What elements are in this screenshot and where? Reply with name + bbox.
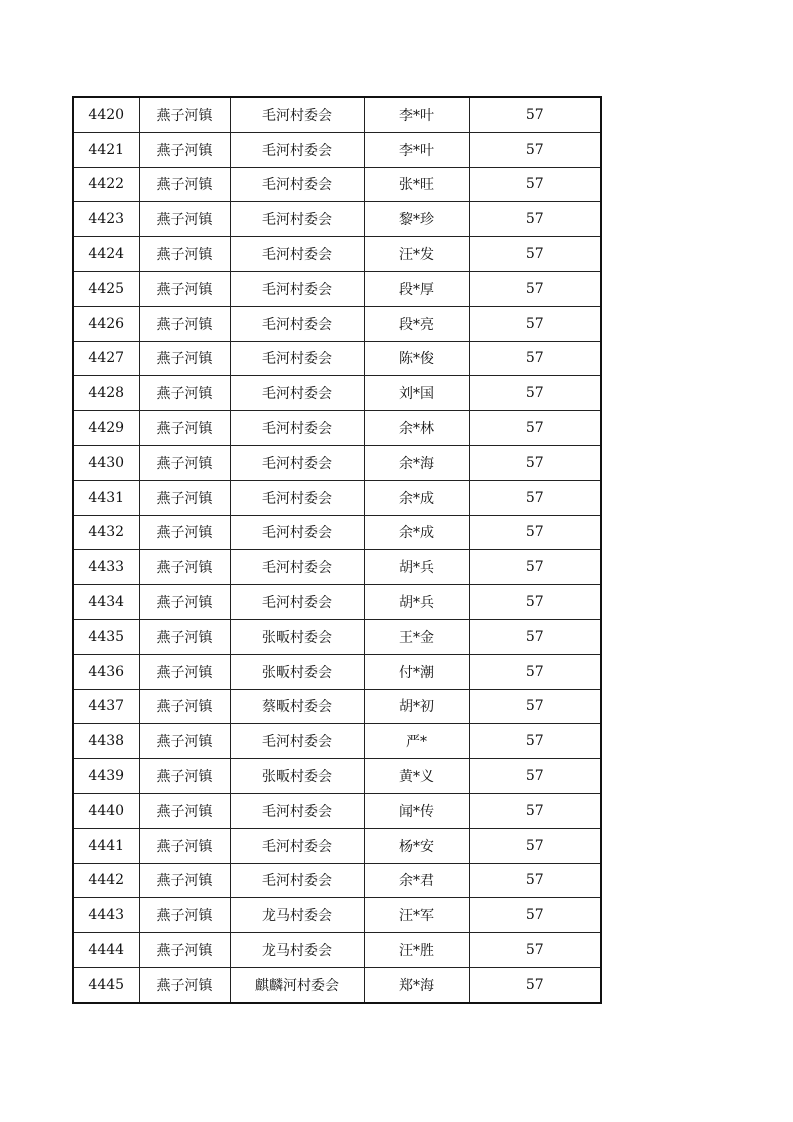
table-row — [73, 132, 601, 167]
name-cell: 郑*海 — [364, 967, 469, 1002]
town-cell: 燕子河镇 — [139, 689, 230, 724]
row-number-cell: 4434 — [73, 585, 139, 620]
town-cell: 燕子河镇 — [139, 863, 230, 898]
row-number-cell: 4420 — [73, 97, 139, 132]
table-row — [73, 724, 601, 759]
amount-cell: 57 — [469, 619, 601, 654]
village-committee-cell: 毛河村委会 — [230, 237, 364, 272]
table-body — [73, 97, 601, 1003]
amount-cell: 57 — [469, 376, 601, 411]
village-committee-cell: 毛河村委会 — [230, 376, 364, 411]
name-cell: 黄*义 — [364, 759, 469, 794]
table-row — [73, 898, 601, 933]
table-row — [73, 759, 601, 794]
row-number-cell: 4442 — [73, 863, 139, 898]
table-row — [73, 863, 601, 898]
table-row — [73, 237, 601, 272]
town-cell: 燕子河镇 — [139, 759, 230, 794]
row-number-cell: 4433 — [73, 550, 139, 585]
row-number-cell: 4435 — [73, 619, 139, 654]
row-number-cell: 4430 — [73, 445, 139, 480]
town-cell: 燕子河镇 — [139, 97, 230, 132]
name-cell: 汪*发 — [364, 237, 469, 272]
town-cell: 燕子河镇 — [139, 724, 230, 759]
amount-cell: 57 — [469, 828, 601, 863]
table-row — [73, 341, 601, 376]
row-number-cell: 4444 — [73, 933, 139, 968]
amount-cell: 57 — [469, 689, 601, 724]
amount-cell: 57 — [469, 132, 601, 167]
name-cell: 余*成 — [364, 515, 469, 550]
amount-cell: 57 — [469, 967, 601, 1002]
name-cell: 杨*安 — [364, 828, 469, 863]
row-number-cell: 4424 — [73, 237, 139, 272]
name-cell: 胡*初 — [364, 689, 469, 724]
table-row — [73, 550, 601, 585]
town-cell: 燕子河镇 — [139, 271, 230, 306]
village-committee-cell: 龙马村委会 — [230, 933, 364, 968]
row-number-cell: 4423 — [73, 202, 139, 237]
row-number-cell: 4439 — [73, 759, 139, 794]
row-number-cell: 4436 — [73, 654, 139, 689]
town-cell: 燕子河镇 — [139, 445, 230, 480]
name-cell: 陈*俊 — [364, 341, 469, 376]
amount-cell: 57 — [469, 411, 601, 446]
name-cell: 余*林 — [364, 411, 469, 446]
amount-cell: 57 — [469, 933, 601, 968]
village-committee-cell: 毛河村委会 — [230, 132, 364, 167]
amount-cell: 57 — [469, 445, 601, 480]
name-cell: 闻*传 — [364, 793, 469, 828]
village-committee-cell: 毛河村委会 — [230, 585, 364, 620]
amount-cell: 57 — [469, 759, 601, 794]
village-committee-cell: 毛河村委会 — [230, 167, 364, 202]
name-cell: 严* — [364, 724, 469, 759]
village-committee-cell: 毛河村委会 — [230, 828, 364, 863]
town-cell: 燕子河镇 — [139, 898, 230, 933]
row-number-cell: 4426 — [73, 306, 139, 341]
village-committee-cell: 毛河村委会 — [230, 202, 364, 237]
name-cell: 段*厚 — [364, 271, 469, 306]
row-number-cell: 4422 — [73, 167, 139, 202]
table-row — [73, 793, 601, 828]
name-cell: 张*旺 — [364, 167, 469, 202]
town-cell: 燕子河镇 — [139, 515, 230, 550]
town-cell: 燕子河镇 — [139, 933, 230, 968]
row-number-cell: 4443 — [73, 898, 139, 933]
town-cell: 燕子河镇 — [139, 376, 230, 411]
table-row — [73, 167, 601, 202]
amount-cell: 57 — [469, 654, 601, 689]
table-row — [73, 376, 601, 411]
name-cell: 黎*珍 — [364, 202, 469, 237]
amount-cell: 57 — [469, 898, 601, 933]
row-number-cell: 4428 — [73, 376, 139, 411]
amount-cell: 57 — [469, 793, 601, 828]
table-row — [73, 585, 601, 620]
town-cell: 燕子河镇 — [139, 654, 230, 689]
town-cell: 燕子河镇 — [139, 550, 230, 585]
amount-cell: 57 — [469, 97, 601, 132]
town-cell: 燕子河镇 — [139, 341, 230, 376]
amount-cell: 57 — [469, 271, 601, 306]
village-committee-cell: 麒麟河村委会 — [230, 967, 364, 1002]
row-number-cell: 4425 — [73, 271, 139, 306]
table-row — [73, 97, 601, 132]
table-row — [73, 480, 601, 515]
village-committee-cell: 毛河村委会 — [230, 480, 364, 515]
amount-cell: 57 — [469, 202, 601, 237]
data-table — [72, 96, 602, 1004]
table-row — [73, 411, 601, 446]
name-cell: 李*叶 — [364, 97, 469, 132]
village-committee-cell: 毛河村委会 — [230, 97, 364, 132]
town-cell: 燕子河镇 — [139, 132, 230, 167]
document-page — [72, 96, 602, 1004]
table-row — [73, 306, 601, 341]
amount-cell: 57 — [469, 341, 601, 376]
amount-cell: 57 — [469, 550, 601, 585]
table-row — [73, 933, 601, 968]
row-number-cell: 4431 — [73, 480, 139, 515]
row-number-cell: 4427 — [73, 341, 139, 376]
town-cell: 燕子河镇 — [139, 793, 230, 828]
amount-cell: 57 — [469, 585, 601, 620]
town-cell: 燕子河镇 — [139, 828, 230, 863]
amount-cell: 57 — [469, 480, 601, 515]
village-committee-cell: 毛河村委会 — [230, 341, 364, 376]
table-row — [73, 445, 601, 480]
amount-cell: 57 — [469, 515, 601, 550]
table-row — [73, 689, 601, 724]
amount-cell: 57 — [469, 306, 601, 341]
amount-cell: 57 — [469, 237, 601, 272]
row-number-cell: 4441 — [73, 828, 139, 863]
name-cell: 李*叶 — [364, 132, 469, 167]
row-number-cell: 4429 — [73, 411, 139, 446]
town-cell: 燕子河镇 — [139, 237, 230, 272]
name-cell: 汪*胜 — [364, 933, 469, 968]
village-committee-cell: 毛河村委会 — [230, 515, 364, 550]
name-cell: 余*君 — [364, 863, 469, 898]
amount-cell: 57 — [469, 167, 601, 202]
town-cell: 燕子河镇 — [139, 967, 230, 1002]
table-row — [73, 967, 601, 1002]
village-committee-cell: 毛河村委会 — [230, 793, 364, 828]
village-committee-cell: 龙马村委会 — [230, 898, 364, 933]
village-committee-cell: 毛河村委会 — [230, 724, 364, 759]
village-committee-cell: 张畈村委会 — [230, 619, 364, 654]
row-number-cell: 4438 — [73, 724, 139, 759]
town-cell: 燕子河镇 — [139, 619, 230, 654]
amount-cell: 57 — [469, 724, 601, 759]
name-cell: 余*成 — [364, 480, 469, 515]
row-number-cell: 4440 — [73, 793, 139, 828]
town-cell: 燕子河镇 — [139, 585, 230, 620]
village-committee-cell: 毛河村委会 — [230, 271, 364, 306]
amount-cell: 57 — [469, 863, 601, 898]
row-number-cell: 4445 — [73, 967, 139, 1002]
town-cell: 燕子河镇 — [139, 480, 230, 515]
town-cell: 燕子河镇 — [139, 167, 230, 202]
town-cell: 燕子河镇 — [139, 306, 230, 341]
name-cell: 刘*国 — [364, 376, 469, 411]
town-cell: 燕子河镇 — [139, 411, 230, 446]
name-cell: 胡*兵 — [364, 550, 469, 585]
table-row — [73, 828, 601, 863]
village-committee-cell: 张畈村委会 — [230, 654, 364, 689]
name-cell: 胡*兵 — [364, 585, 469, 620]
row-number-cell: 4437 — [73, 689, 139, 724]
table-row — [73, 271, 601, 306]
village-committee-cell: 毛河村委会 — [230, 411, 364, 446]
village-committee-cell: 毛河村委会 — [230, 863, 364, 898]
village-committee-cell: 张畈村委会 — [230, 759, 364, 794]
name-cell: 付*潮 — [364, 654, 469, 689]
table-row — [73, 515, 601, 550]
village-committee-cell: 毛河村委会 — [230, 306, 364, 341]
table-row — [73, 619, 601, 654]
name-cell: 余*海 — [364, 445, 469, 480]
table-row — [73, 654, 601, 689]
name-cell: 汪*军 — [364, 898, 469, 933]
village-committee-cell: 毛河村委会 — [230, 445, 364, 480]
row-number-cell: 4421 — [73, 132, 139, 167]
town-cell: 燕子河镇 — [139, 202, 230, 237]
name-cell: 王*金 — [364, 619, 469, 654]
village-committee-cell: 蔡畈村委会 — [230, 689, 364, 724]
table-row — [73, 202, 601, 237]
village-committee-cell: 毛河村委会 — [230, 550, 364, 585]
name-cell: 段*亮 — [364, 306, 469, 341]
row-number-cell: 4432 — [73, 515, 139, 550]
